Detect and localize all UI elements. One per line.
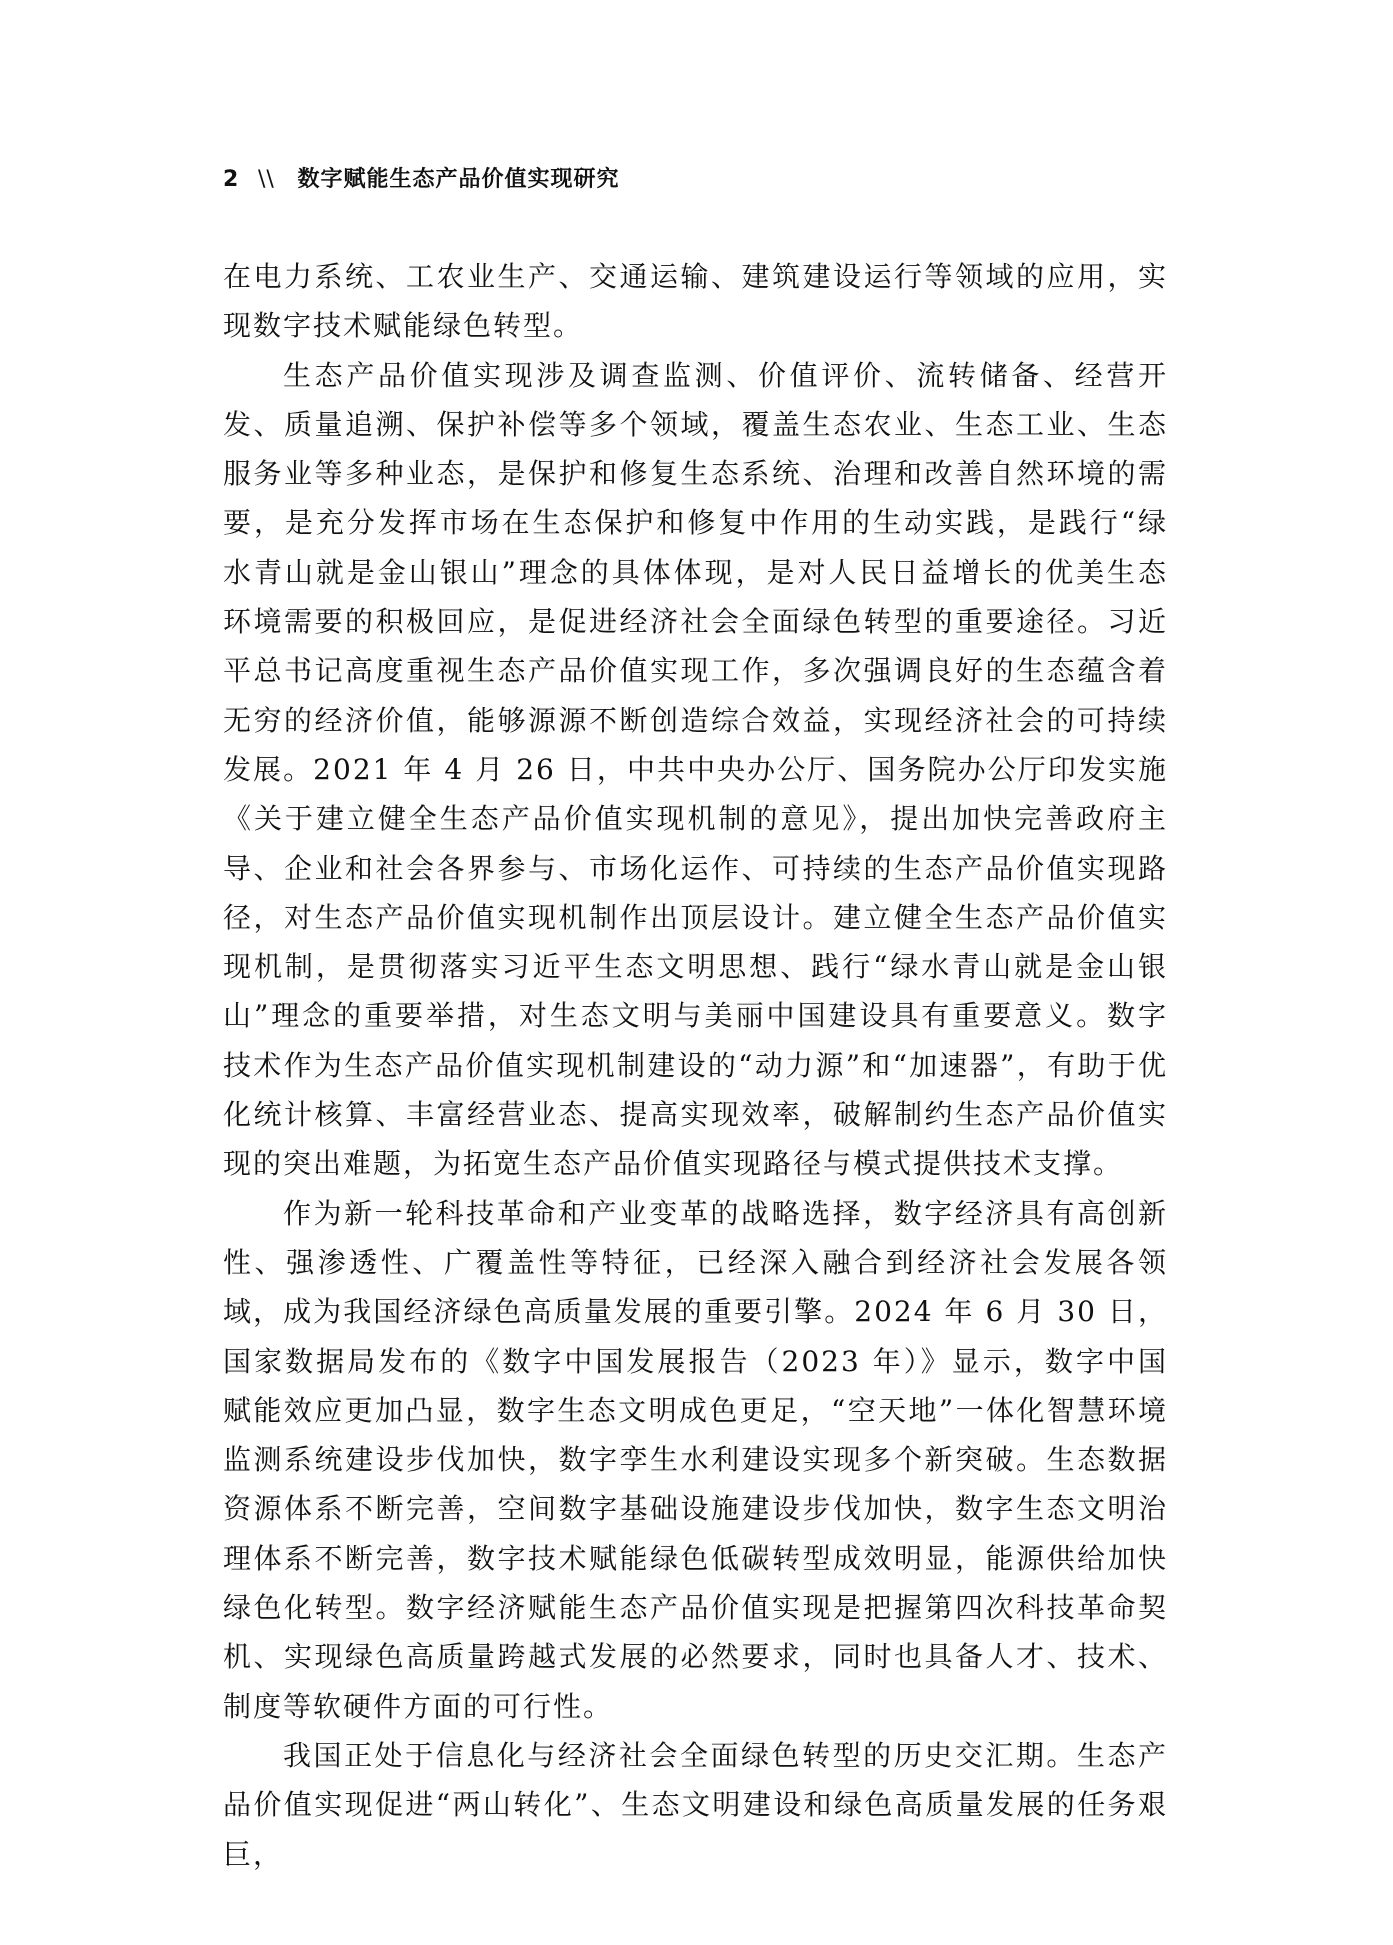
paragraph: 我国正处于信息化与经济社会全面绿色转型的历史交汇期。生态产品价值实现促进“两山转化”、生态文明建设和绿色高质量发展的任务艰巨， xyxy=(223,1738,1168,1871)
paragraph-continued: 在电力系统、工农业生产、交通运输、建筑建设运行等领域的应用，实现数字技术赋能绿色转型。 xyxy=(223,260,1168,343)
running-header xyxy=(223,162,620,193)
paragraph: 生态产品价值实现涉及调查监测、价值评价、流转储备、经营开发、质量追溯、保护补偿等多个领域，覆盖生态农业、生态工业、生态服务业等多种业态，是保护和修复生态系统、治理和改善自然环境的需要，是充分发挥市场在生态保护和修复中作用的生动实践，是践行“绿水青山就是金山银山”理念的具体体现，是对人民日益增长的优美生态环境需要的积极回应，是促进经济社会全面绿色转型的重要途径。习近平总书记高度重视生态产品价值实现工作，多次强调良好的生态蕴含着无穷的经济价值，能够源源不断创造综合效益，实现经济社会的可持续发展。2021 年 4 月 26 日，中共中央办公厅、国务院办公厅印发实施《关于建立健全生态产品价值实现机制的意见》，提出加快完善政府主导、企业和社会各界参与、市场化运作、可持续的生态产品价值实现路径，对生态产品价值实现机制作出顶层设计。建立健全生态产品价值实现机制，是贯彻落实习近平生态文明思想、践行“绿水青山就是金山银山”理念的重要举措，对生态文明与美丽中国建设具有重要意义。数字技术作为生态产品价值实现机制建设的“动力源”和“加速器”，有助于优化统计核算、丰富经营业态、提高实现效率，破解制约生态产品价值实现的突出难题，为拓宽生态产品价值实现路径与模式提供技术支撑。 xyxy=(223,358,1168,1181)
header-separator: \\ xyxy=(257,167,275,192)
book-title: 数字赋能生态产品价值实现研究 xyxy=(297,167,620,192)
body-text xyxy=(223,252,1168,1879)
page-number: 2 xyxy=(223,167,240,192)
paragraph: 作为新一轮科技革命和产业变革的战略选择，数字经济具有高创新性、强渗透性、广覆盖性等特征，已经深入融合到经济社会发展各领域，成为我国经济绿色高质量发展的重要引擎。2024 年 6 月 30 日，国家数据局发布的《数字中国发展报告（2023 年）》显示，数字中国赋能效应更加凸显，数字生态文明成色更足，“空天地”一体化智慧环境监测系统建设步伐加快，数字孪生水利建设实现多个新突破。生态数据资源体系不断完善，空间数字基础设施建设步伐加快，数字生态文明治理体系不断完善，数字技术赋能绿色低碳转型成效明显，能源供给加快绿色化转型。数字经济赋能生态产品价值实现是把握第四次科技革命契机、实现绿色高质量跨越式发展的必然要求，同时也具备人才、技术、制度等软硬件方面的可行性。 xyxy=(223,1196,1168,1723)
